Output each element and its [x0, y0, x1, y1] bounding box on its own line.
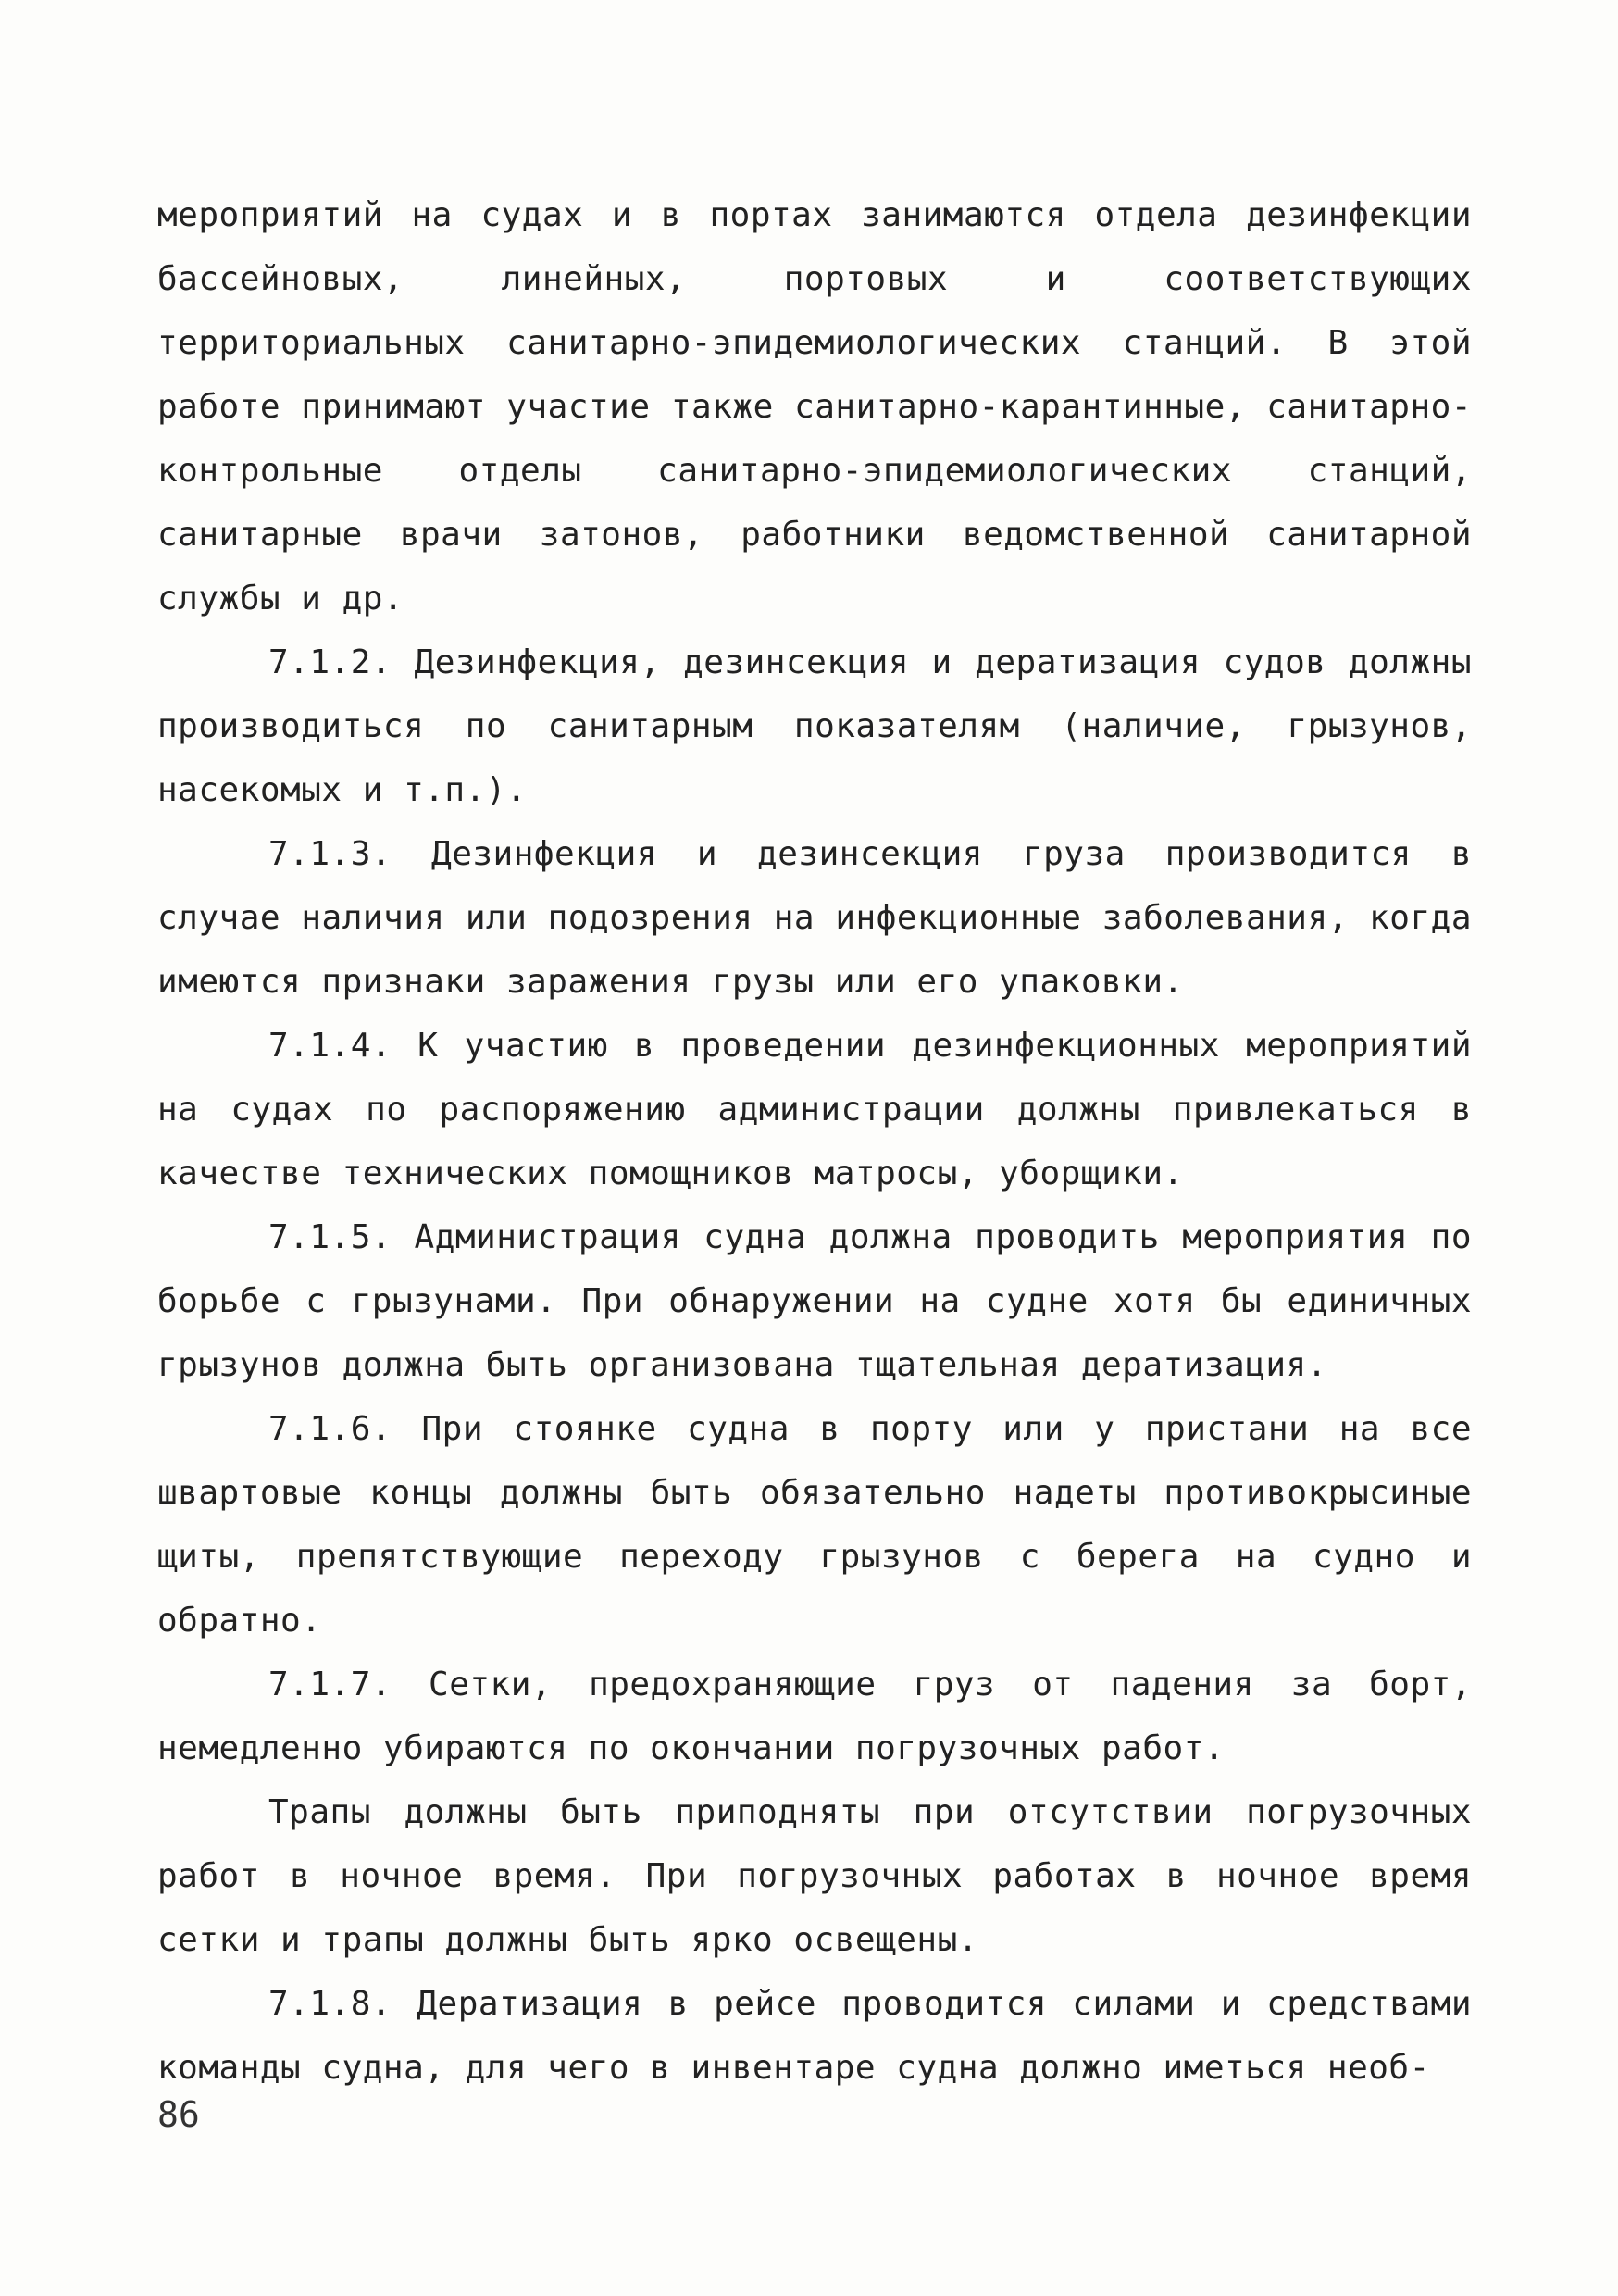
paragraph-7-1-3: 7.1.3. Дезинфекция и дезинсекция груза производится в случае наличия или подозрения на инфекционные заболевания, когда имеются признаки заражения грузы или его упаковки. — [157, 835, 1472, 1001]
paragraph-ladders: Трапы должны быть приподняты при отсутствии погрузочных работ в ночное время. При погрузочных работах в ночное время сетки и трапы должны быть ярко освещены. — [157, 1793, 1472, 1959]
paragraph-7-1-4: 7.1.4. К участию в проведении дезинфекционных мероприятий на судах по распоряжению администрации должны привлекаться в качестве технических помощников матросы, уборщики. — [157, 1027, 1472, 1192]
body-text — [157, 183, 1472, 2100]
paragraph-7-1-8: 7.1.8. Дератизация в рейсе проводится силами и средствами команды судна, для чего в инвентаре судна должно иметься необ- — [157, 1985, 1472, 2087]
paragraph-7-1-6: 7.1.6. При стоянке судна в порту или у пристани на все швартовые концы должны быть обязательно надеты противокрысиные щиты, препятствующие переходу грызунов с берега на судно и обратно. — [157, 1410, 1472, 1640]
paragraph-intro: мероприятий на судах и в портах занимаются отдела дезинфекции бассейновых, линейных, портовых и соответствующих территориальных санитарно-эпидемиологических станций. В этой работе принимают участие также санитарно-карантинные, санитарно-контрольные отделы санитарно-эпидемиологических станций, санитарные врачи затонов, работники ведомственной санитарной службы и др. — [157, 196, 1472, 618]
paragraph-7-1-7: 7.1.7. Сетки, предохраняющие груз от падения за борт, немедленно убираются по окончании погрузочных работ. — [157, 1666, 1472, 1767]
paragraph-7-1-5: 7.1.5. Администрация судна должна проводить мероприятия по борьбе с грызунами. При обнаружении на судне хотя бы единичных грызунов должна быть организована тщательная дератизация. — [157, 1218, 1472, 1384]
page-number: 86 — [157, 2094, 200, 2135]
paragraph-7-1-2: 7.1.2. Дезинфекция, дезинсекция и дератизация судов должны производиться по санитарным показателям (наличие, грызунов, насекомых и т.п.). — [157, 643, 1472, 809]
